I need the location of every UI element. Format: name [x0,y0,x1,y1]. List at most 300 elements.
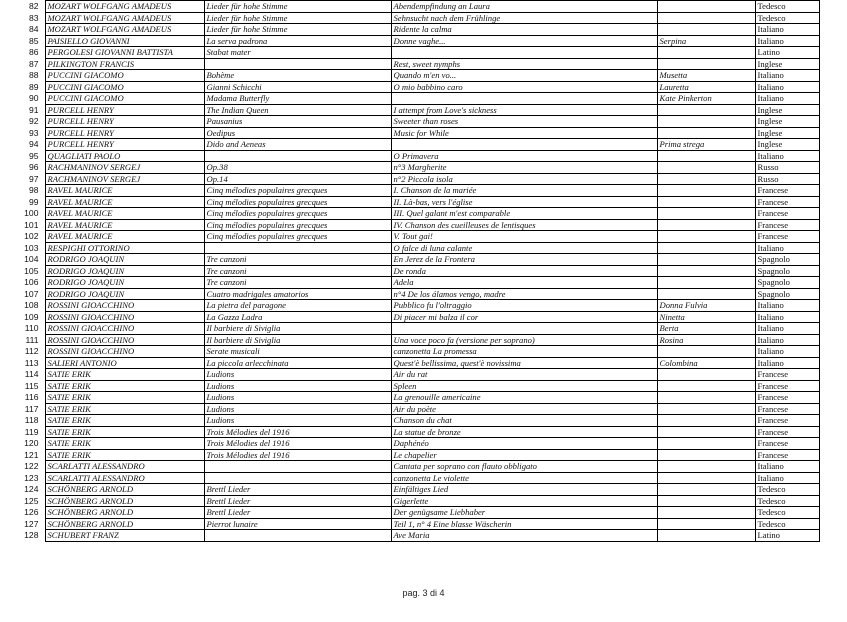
table-row [13,472,819,484]
role-cell [657,288,755,300]
language-cell: Italiano [755,346,819,358]
language-cell: Italiano [755,334,819,346]
row-number: 98 [28,185,39,195]
piece-cell: O mio babbino caro [391,81,657,93]
table-row [13,346,819,358]
work-cell: Brettl Lieder [204,507,391,519]
piece-cell: Der genügsame Liebhaber [391,507,657,519]
table-row [13,507,819,519]
row-number: 127 [24,518,39,529]
role-cell [657,265,755,277]
language-cell: Russo [755,173,819,185]
language-cell: Italiano [755,357,819,369]
language-cell: Italiano [755,81,819,93]
composer-cell: RAVEL MAURICE [45,219,204,231]
composer-cell: SATIE ERIK [45,415,204,427]
table-row [13,392,819,404]
composer-cell: SATIE ERIK [45,449,204,461]
work-cell: Oedipus [204,127,391,139]
row-number: 92 [28,116,39,126]
composer-cell: SATIE ERIK [45,392,204,404]
piece-cell: IV. Chanson des cueilleuses de lentisques [391,219,657,231]
piece-cell: n°4 De los álamos vengo, madre [391,288,657,300]
composer-cell: SCHÖNBERG ARNOLD [45,518,204,530]
language-cell: Tedesco [755,495,819,507]
row-number: 105 [24,265,39,276]
role-cell: Berta [657,323,755,335]
work-cell: Brettl Lieder [204,495,391,507]
piece-cell: n°2 Piccola isola [391,173,657,185]
row-number: 121 [24,449,39,460]
table-row [13,1,819,13]
table-row [13,47,819,59]
table-row [13,426,819,438]
row-number: 86 [28,47,39,57]
piece-cell: En Jerez de la Frontera [391,254,657,266]
composer-cell: ROSSINI GIOACCHINO [45,300,204,312]
role-cell: Serpina [657,35,755,47]
work-cell [204,150,391,162]
piece-cell: Sweeter than roses [391,116,657,128]
language-cell: Spagnolo [755,254,819,266]
composer-cell: SCHÖNBERG ARNOLD [45,495,204,507]
row-number: 87 [28,58,39,69]
row-number: 111 [25,334,39,345]
language-cell: Tedesco [755,1,819,13]
composer-cell: PURCELL HENRY [45,104,204,116]
table-row [13,116,819,128]
language-cell: Latino [755,530,819,542]
row-number: 110 [24,323,39,333]
language-cell: Francese [755,380,819,392]
work-cell: Cinq mélodies populaires grecques [204,208,391,220]
work-cell: Il barbiere di Siviglia [204,323,391,335]
role-cell [657,127,755,139]
composer-cell: SCARLATTI ALESSANDRO [45,472,204,484]
table-row [13,127,819,139]
composer-cell: PILKINGTON FRANCIS [45,58,204,70]
row-number: 85 [28,35,39,46]
composer-cell: PUCCINI GIACOMO [45,93,204,105]
composer-cell: ROSSINI GIOACCHINO [45,346,204,358]
role-cell [657,449,755,461]
work-cell: Tre canzoni [204,254,391,266]
piece-cell: I attempt from Love's sickness [391,104,657,116]
row-number: 100 [24,208,39,218]
composer-cell: SCHUBERT FRANZ [45,530,204,542]
work-cell: Tre canzoni [204,277,391,289]
work-cell: Madama Butterfly [204,93,391,105]
work-cell: Pierrot lunaire [204,518,391,530]
table-row [13,35,819,47]
role-cell: Musetta [657,70,755,82]
language-cell: Francese [755,449,819,461]
language-cell: Francese [755,403,819,415]
role-cell [657,277,755,289]
language-cell: Italiano [755,242,819,254]
work-cell: Dido and Aeneas [204,139,391,151]
language-cell: Inglese [755,127,819,139]
table-row [13,208,819,220]
table-row [13,58,819,70]
composer-cell: SCARLATTI ALESSANDRO [45,461,204,473]
piece-cell: V. Tout gai! [391,231,657,243]
piece-cell: Chanson du chat [391,415,657,427]
role-cell [657,484,755,496]
role-cell [657,403,755,415]
table-row [13,530,819,542]
work-cell: Ludions [204,369,391,381]
row-number: 115 [24,380,39,391]
table-row [13,12,819,24]
piece-cell: O falce di luna calante [391,242,657,254]
language-cell: Francese [755,219,819,231]
role-cell: Rosina [657,334,755,346]
work-cell: Cinq mélodies populaires grecques [204,231,391,243]
row-number: 82 [28,1,39,11]
row-number: 91 [28,104,39,115]
language-cell: Francese [755,392,819,404]
role-cell [657,242,755,254]
language-cell: Latino [755,47,819,59]
composer-cell: RAVEL MAURICE [45,208,204,220]
composer-cell: RACHMANINOV SERGEJ [45,162,204,174]
composer-cell: RESPIGHI OTTORINO [45,242,204,254]
table-row [13,449,819,461]
piece-cell: Una voce poco fa (versione per soprano) [391,334,657,346]
table-row [13,277,819,289]
language-cell: Inglese [755,58,819,70]
role-cell [657,472,755,484]
work-cell: La Gazza Ladra [204,311,391,323]
language-cell: Inglese [755,139,819,151]
language-cell: Russo [755,162,819,174]
piece-cell [391,47,657,59]
table-row [13,300,819,312]
work-cell: Trois Mélodies del 1916 [204,449,391,461]
role-cell: Colombina [657,357,755,369]
language-cell: Francese [755,415,819,427]
role-cell [657,24,755,36]
row-number: 99 [28,196,39,207]
role-cell [657,150,755,162]
language-cell: Spagnolo [755,288,819,300]
piece-cell [391,93,657,105]
piece-cell: canzonetta La promessa [391,346,657,358]
composer-cell: ROSSINI GIOACCHINO [45,311,204,323]
piece-cell: De ronda [391,265,657,277]
work-cell: Lieder für hohe Stimme [204,24,391,36]
piece-cell: Gigerlette [391,495,657,507]
table-row [13,185,819,197]
work-cell: La serva padrona [204,35,391,47]
role-cell [657,12,755,24]
composer-cell: QUAGLIATI PAOLO [45,150,204,162]
piece-cell: II. Là-bas, vers l'église [391,196,657,208]
piece-cell: III. Quel galant m'est comparable [391,208,657,220]
language-cell: Francese [755,369,819,381]
language-cell: Francese [755,231,819,243]
piece-cell: Abendempfindung an Laura [391,1,657,13]
role-cell: Donna Fulvia [657,300,755,312]
row-number: 88 [28,70,39,80]
composer-cell: PUCCINI GIACOMO [45,70,204,82]
table-row [13,254,819,266]
piece-cell: Sehnsucht nach dem Frühlinge [391,12,657,24]
composer-cell: MOZART WOLFGANG AMADEUS [45,12,204,24]
table-row [13,162,819,174]
composer-cell: RODRIGO JOAQUIN [45,254,204,266]
table-row [13,24,819,36]
piece-cell [391,323,657,335]
work-cell: Stabat mater [204,47,391,59]
row-number: 122 [24,461,39,471]
work-cell [204,461,391,473]
composer-cell: PAISIELLO GIOVANNI [45,35,204,47]
row-number: 117 [24,403,39,414]
table-row [13,231,819,243]
work-cell: Serate musicali [204,346,391,358]
language-cell: Italiano [755,24,819,36]
piece-cell: Ave Maria [391,530,657,542]
row-number: 106 [24,277,39,287]
language-cell: Italiano [755,70,819,82]
work-cell: Ludions [204,392,391,404]
row-number: 104 [24,254,39,264]
piece-cell: Music for While [391,127,657,139]
table-row [13,173,819,185]
composer-cell: MOZART WOLFGANG AMADEUS [45,1,204,13]
language-cell: Francese [755,438,819,450]
language-cell: Tedesco [755,518,819,530]
piece-cell: Quest'è bellissima, quest'è novissima [391,357,657,369]
composer-cell: ROSSINI GIOACCHINO [45,334,204,346]
piece-cell: Ridente la calma [391,24,657,36]
table-row [13,518,819,530]
composer-cell: PURCELL HENRY [45,127,204,139]
row-number: 113 [24,357,39,368]
language-cell: Italiano [755,472,819,484]
role-cell: Ninetta [657,311,755,323]
role-cell [657,530,755,542]
piece-cell: Pubblico fu l'oltraggio [391,300,657,312]
language-cell: Italiano [755,323,819,335]
row-number: 116 [24,392,39,402]
row-number: 125 [24,495,39,506]
piece-cell: n°3 Margherite [391,162,657,174]
language-cell: Tedesco [755,12,819,24]
work-cell: Lieder für hohe Stimme [204,12,391,24]
work-cell: Trois Mélodies del 1916 [204,438,391,450]
composer-cell: RAVEL MAURICE [45,185,204,197]
work-cell: Op.38 [204,162,391,174]
language-cell: Francese [755,208,819,220]
piece-cell: canzonetta Le violette [391,472,657,484]
row-number: 124 [24,484,39,494]
composer-cell: PUCCINI GIACOMO [45,81,204,93]
table-body [13,1,819,542]
role-cell [657,1,755,13]
language-cell: Italiano [755,150,819,162]
table-row [13,265,819,277]
role-cell: Prima strega [657,139,755,151]
piece-cell: Le chapelier [391,449,657,461]
composer-cell: RODRIGO JOAQUIN [45,288,204,300]
piece-cell: Rest, sweet nymphs [391,58,657,70]
language-cell: Spagnolo [755,265,819,277]
table-row [13,484,819,496]
table-row [13,357,819,369]
role-cell [657,426,755,438]
composer-cell: MOZART WOLFGANG AMADEUS [45,24,204,36]
row-number: 84 [28,24,39,34]
table-row [13,334,819,346]
work-cell: Trois Mélodies del 1916 [204,426,391,438]
role-cell [657,461,755,473]
piece-cell: Air du poète [391,403,657,415]
role-cell: Kate Pinkerton [657,93,755,105]
role-cell [657,173,755,185]
role-cell [657,380,755,392]
language-cell: Francese [755,185,819,197]
role-cell [657,438,755,450]
piece-cell: Adela [391,277,657,289]
composer-cell: SATIE ERIK [45,426,204,438]
table-row [13,461,819,473]
role-cell [657,104,755,116]
repertoire-table [13,0,820,542]
table-row [13,495,819,507]
piece-cell: La statue de bronze [391,426,657,438]
composer-cell: ROSSINI GIOACCHINO [45,323,204,335]
piece-cell: Cantata per soprano con flauto obbligato [391,461,657,473]
language-cell: Tedesco [755,484,819,496]
language-cell: Spagnolo [755,277,819,289]
table-row [13,415,819,427]
work-cell: Bohème [204,70,391,82]
composer-cell: PURCELL HENRY [45,139,204,151]
piece-cell: Teil 1, n° 4 Eine blasse Wäscherin [391,518,657,530]
row-number: 126 [24,507,39,517]
table-row [13,93,819,105]
role-cell [657,162,755,174]
table-row [13,150,819,162]
row-number: 118 [24,415,39,425]
work-cell: Pausanius [204,116,391,128]
language-cell: Italiano [755,93,819,105]
language-cell: Francese [755,196,819,208]
role-cell [657,47,755,59]
work-cell: Gianni Schicchi [204,81,391,93]
composer-cell: RODRIGO JOAQUIN [45,265,204,277]
row-number: 90 [28,93,39,103]
table-row [13,380,819,392]
composer-cell: PURCELL HENRY [45,116,204,128]
composer-cell: SATIE ERIK [45,438,204,450]
piece-cell: Daphénéo [391,438,657,450]
role-cell [657,392,755,404]
table-row [13,288,819,300]
role-cell: Lauretta [657,81,755,93]
row-number: 112 [24,346,39,356]
row-number: 123 [24,472,39,483]
row-number: 109 [24,311,39,322]
piece-cell: La grenouille americaine [391,392,657,404]
language-cell: Francese [755,426,819,438]
role-cell [657,507,755,519]
row-number: 103 [24,242,39,253]
role-cell [657,369,755,381]
role-cell [657,58,755,70]
role-cell [657,495,755,507]
piece-cell [391,139,657,151]
work-cell: Ludions [204,415,391,427]
piece-cell: Donne vaghe... [391,35,657,47]
row-number: 102 [24,231,39,241]
role-cell [657,346,755,358]
role-cell [657,518,755,530]
work-cell: Brettl Lieder [204,484,391,496]
piece-cell: O Primavera [391,150,657,162]
work-cell: Cinq mélodies populaires grecques [204,185,391,197]
composer-cell: RAVEL MAURICE [45,196,204,208]
language-cell: Italiano [755,35,819,47]
piece-cell: Spleen [391,380,657,392]
composer-cell: SATIE ERIK [45,369,204,381]
language-cell: Inglese [755,116,819,128]
row-number: 89 [28,81,39,92]
work-cell: Ludions [204,403,391,415]
role-cell [657,231,755,243]
composer-cell: RAVEL MAURICE [45,231,204,243]
row-number: 108 [24,300,39,310]
work-cell: Op.14 [204,173,391,185]
table-row [13,369,819,381]
composer-cell: SALIERI ANTONIO [45,357,204,369]
table-row [13,219,819,231]
composer-cell: RODRIGO JOAQUIN [45,277,204,289]
work-cell: Cinq mélodies populaires grecques [204,219,391,231]
language-cell: Italiano [755,311,819,323]
table-row [13,139,819,151]
role-cell [657,219,755,231]
language-cell: Italiano [755,461,819,473]
table-row [13,196,819,208]
row-number: 128 [24,530,39,540]
piece-cell: I. Chanson de la mariée [391,185,657,197]
table-row [13,104,819,116]
piece-cell: Di piacer mi balza il cor [391,311,657,323]
composer-cell: SCHÖNBERG ARNOLD [45,484,204,496]
row-number: 93 [28,127,39,138]
language-cell: Italiano [755,300,819,312]
row-number: 97 [28,173,39,184]
work-cell [204,530,391,542]
work-cell: La piccola arlecchinata [204,357,391,369]
row-number: 101 [24,219,39,230]
table-row [13,403,819,415]
piece-cell: Einfältiges Lied [391,484,657,496]
role-cell [657,196,755,208]
language-cell: Tedesco [755,507,819,519]
page-number: pag. 3 di 4 [402,588,445,598]
piece-cell: Quando m'en vo... [391,70,657,82]
role-cell [657,185,755,197]
composer-cell: SCHÖNBERG ARNOLD [45,507,204,519]
work-cell: Tre canzoni [204,265,391,277]
row-number: 95 [28,150,39,161]
table-row [13,311,819,323]
